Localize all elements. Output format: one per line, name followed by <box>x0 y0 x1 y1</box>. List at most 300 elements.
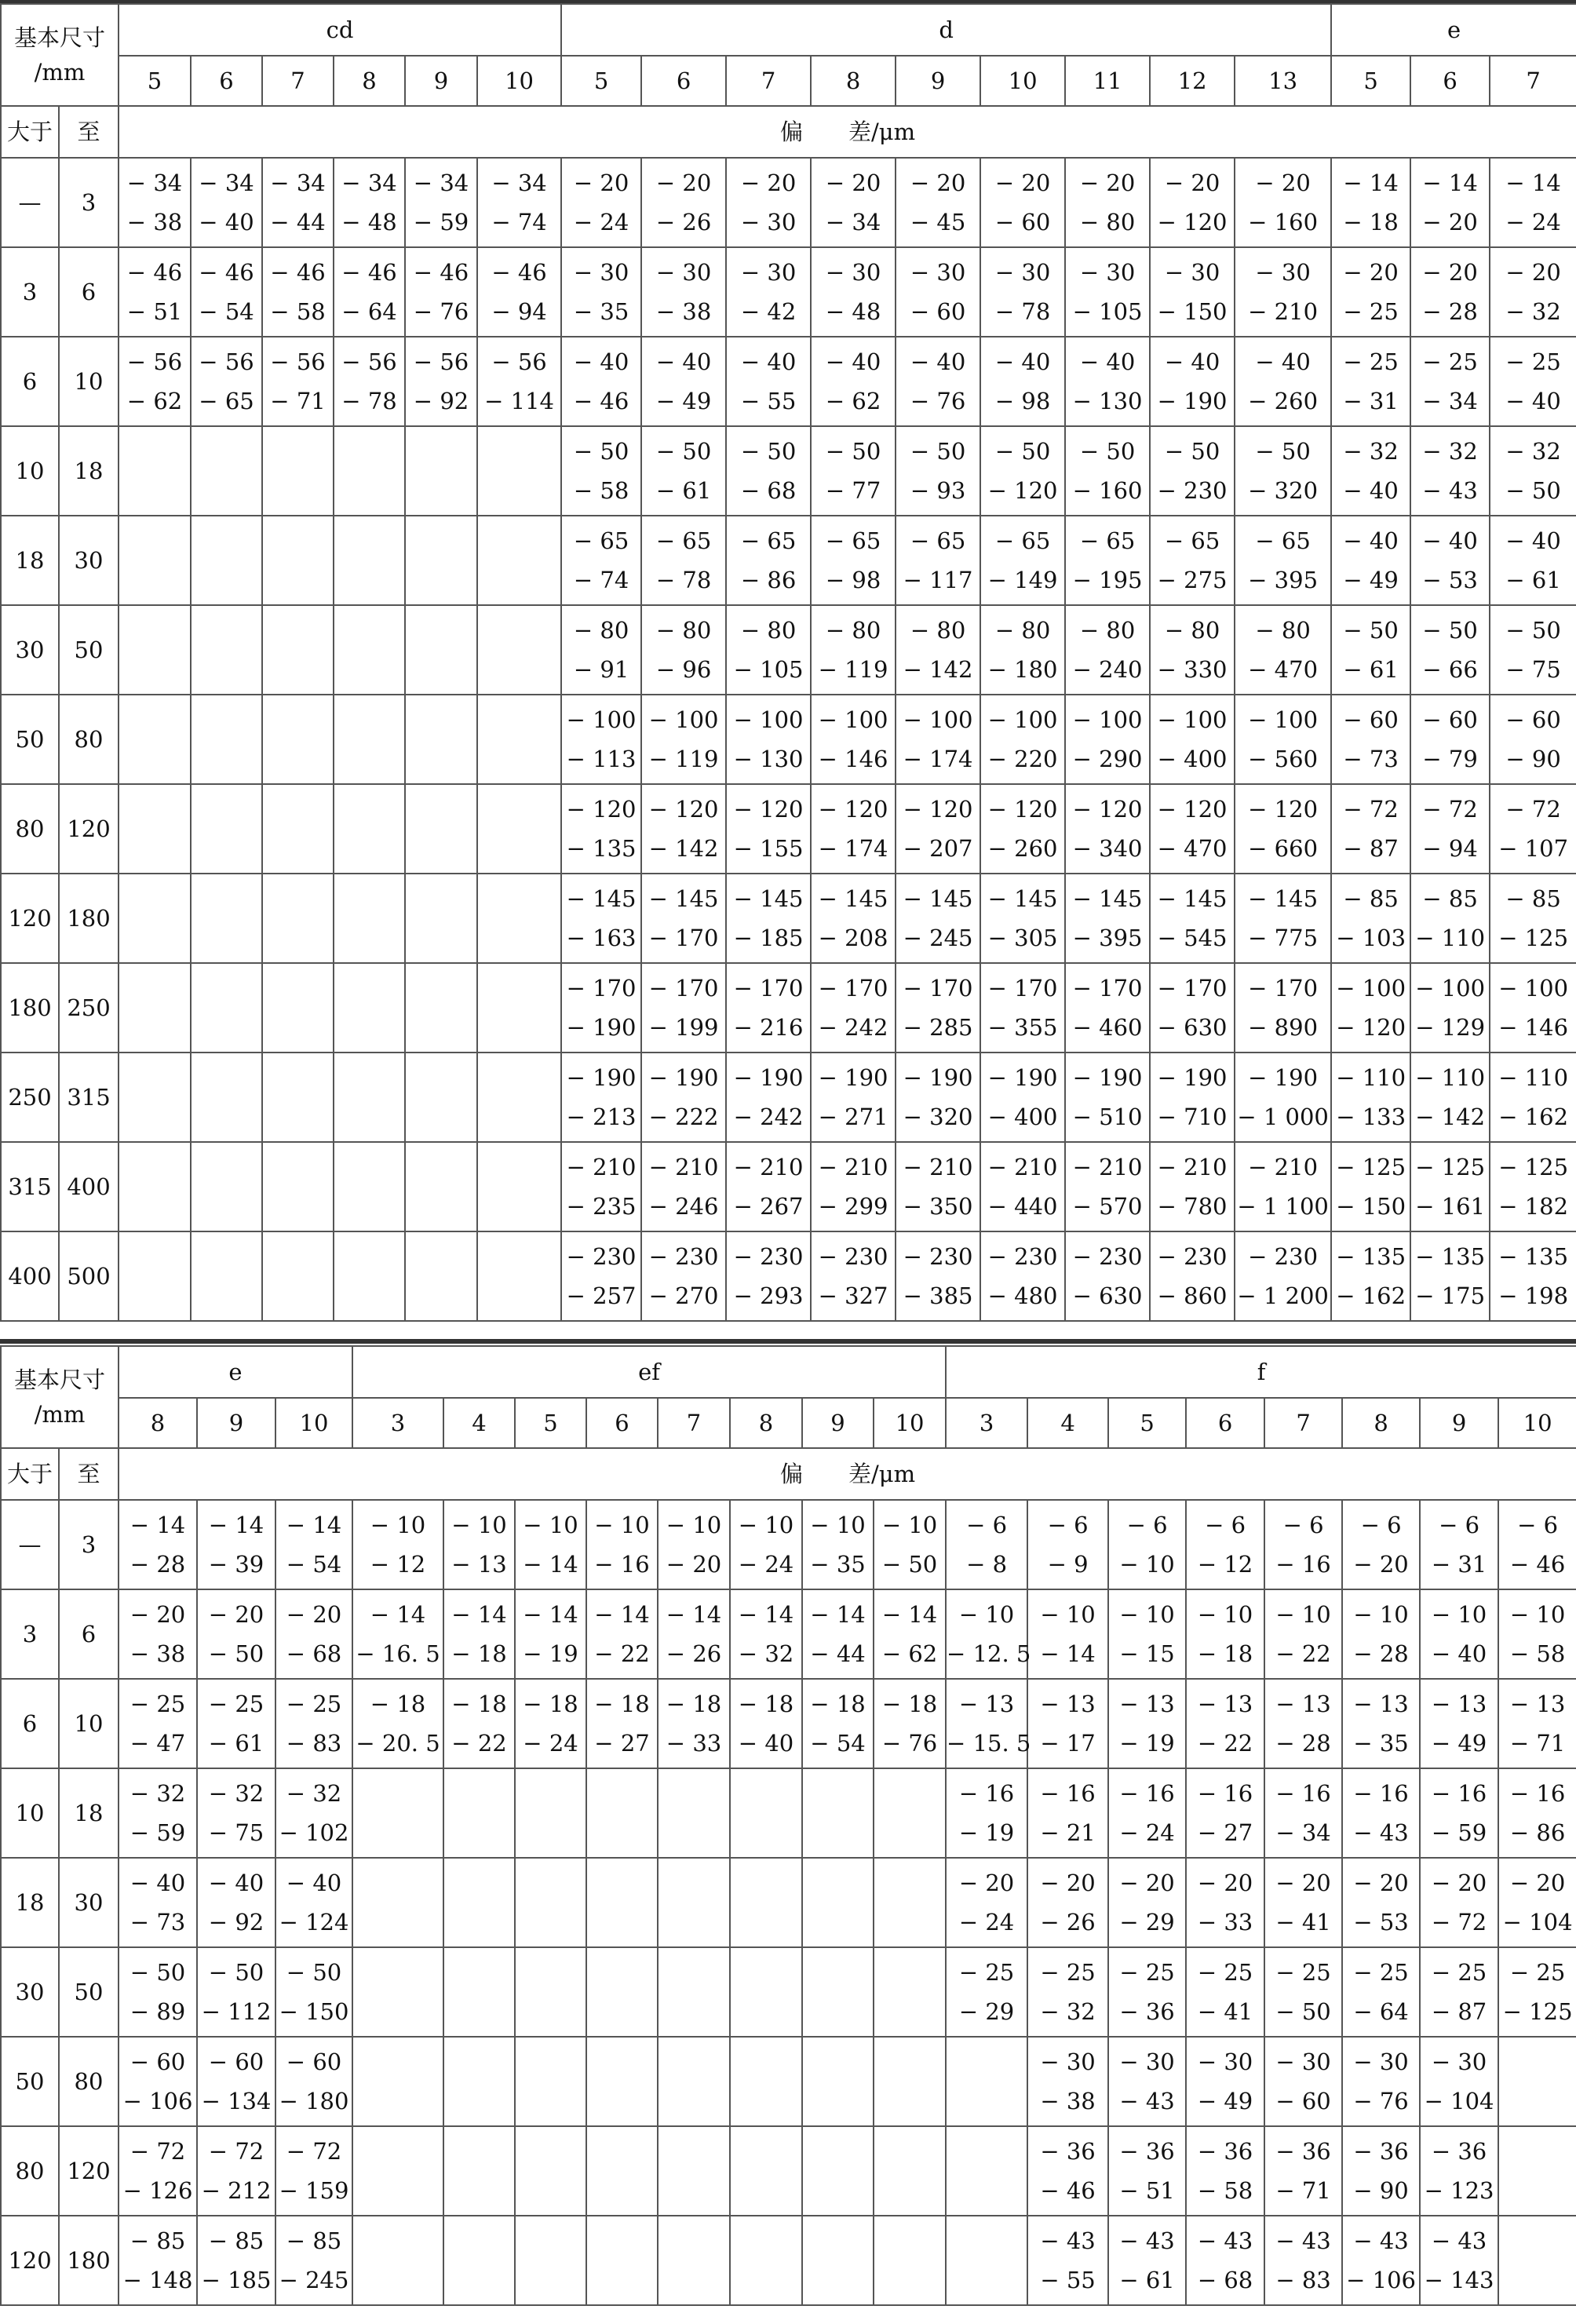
upper-deviation: − 46 <box>413 259 469 286</box>
lower-deviation: − 76 <box>1353 2088 1409 2114</box>
grade-d-13: 13 <box>1235 56 1331 106</box>
upper-deviation: − 32 <box>1422 438 1478 465</box>
deviation-cell <box>334 695 405 784</box>
deviation-cell <box>896 337 980 426</box>
upper-deviation: − 50 <box>1164 438 1220 465</box>
table-row <box>1 605 1576 695</box>
deviation-cell <box>658 1500 730 1589</box>
deviation-cell <box>874 2037 946 2126</box>
deviation-cell <box>262 1142 334 1231</box>
lower-deviation: − 146 <box>1498 1014 1569 1041</box>
deviation-cell <box>191 516 262 605</box>
deviation-cell <box>275 1768 352 1858</box>
lower-deviation: − 75 <box>1505 656 1561 683</box>
deviation-cell <box>119 2037 197 2126</box>
upper-deviation: − 100 <box>818 706 888 733</box>
grade-f-10: 10 <box>1498 1398 1576 1448</box>
upper-deviation: − 10 <box>666 1512 722 1538</box>
upper-deviation: − 100 <box>733 706 804 733</box>
lower-deviation: − 43 <box>1119 2088 1175 2114</box>
deviation-cell <box>946 2037 1027 2126</box>
deviation-cell <box>1150 695 1235 784</box>
deviation-cell <box>1108 1768 1186 1858</box>
deviation-cell <box>1331 158 1410 247</box>
upper-deviation: − 80 <box>655 617 712 644</box>
deviation-cell <box>1490 426 1576 516</box>
table-row <box>1 1679 1576 1768</box>
deviation-cell <box>443 1500 515 1589</box>
grade-ef-5: 5 <box>515 1398 586 1448</box>
lower-deviation: − 28 <box>1353 1640 1409 1667</box>
grade-cd-9: 9 <box>405 56 477 106</box>
upper-deviation: − 125 <box>1336 1154 1406 1180</box>
deviation-cell <box>561 426 641 516</box>
upper-deviation: − 120 <box>1157 796 1228 823</box>
lower-deviation: − 162 <box>1336 1282 1406 1309</box>
deviation-cell <box>1150 784 1235 874</box>
upper-deviation: − 56 <box>413 348 469 375</box>
deviation-cell <box>1264 2216 1342 2305</box>
deviation-cell <box>352 2216 443 2305</box>
lower-deviation: − 16 <box>594 1551 650 1578</box>
size-from: 10 <box>1 1768 59 1858</box>
upper-deviation: − 34 <box>413 170 469 196</box>
deviation-cell <box>119 784 191 874</box>
deviation-cell <box>658 2037 730 2126</box>
grade-ef-10: 10 <box>874 1398 946 1448</box>
upper-deviation: − 14 <box>523 1601 578 1628</box>
lower-deviation: − 212 <box>201 2177 272 2204</box>
lower-deviation: − 22 <box>451 1730 507 1757</box>
lower-deviation: − 28 <box>1422 298 1478 325</box>
lower-deviation: − 180 <box>279 2088 349 2114</box>
deviation-cell <box>896 158 980 247</box>
upper-deviation: − 30 <box>1119 2049 1175 2075</box>
deviation-cell <box>1331 516 1410 605</box>
lower-deviation: − 119 <box>818 656 888 683</box>
lower-deviation: − 27 <box>594 1730 650 1757</box>
table-separator <box>0 1339 1576 1344</box>
deviation-cell <box>980 784 1065 874</box>
deviation-cell <box>1498 1679 1576 1768</box>
upper-deviation: − 50 <box>655 438 712 465</box>
lower-deviation: − 1 100 <box>1237 1193 1329 1220</box>
deviation-cell <box>726 337 811 426</box>
lower-deviation: − 8 <box>966 1551 1008 1578</box>
deviation-cell <box>811 874 896 963</box>
lower-deviation: − 216 <box>733 1014 804 1041</box>
deviation-cell <box>119 605 191 695</box>
lower-deviation: − 31 <box>1343 388 1399 414</box>
lower-deviation: − 12 <box>370 1551 426 1578</box>
size-to: 250 <box>59 963 119 1053</box>
deviation-cell <box>1186 2037 1264 2126</box>
deviation-cell <box>443 1947 515 2037</box>
deviation-cell <box>197 1768 275 1858</box>
lower-deviation: − 24 <box>958 1909 1015 1935</box>
lower-deviation: − 68 <box>286 1640 342 1667</box>
lower-deviation: − 91 <box>573 656 629 683</box>
upper-deviation: − 80 <box>1079 617 1136 644</box>
deviation-cell <box>1490 963 1576 1053</box>
lower-deviation: − 60 <box>910 298 966 325</box>
unit-label: /mm <box>34 1401 86 1428</box>
upper-deviation: − 30 <box>825 259 881 286</box>
size-to: 10 <box>59 337 119 426</box>
lower-deviation: − 58 <box>1509 1640 1566 1667</box>
grade-cd-7: 7 <box>262 56 334 106</box>
deviation-cell <box>1150 337 1235 426</box>
deviation-cell <box>896 784 980 874</box>
upper-deviation: − 30 <box>573 259 629 286</box>
lower-deviation: − 560 <box>1248 746 1319 772</box>
deviation-cell <box>1342 2126 1420 2216</box>
lower-deviation: − 47 <box>130 1730 186 1757</box>
deviation-cell <box>1065 426 1150 516</box>
upper-deviation: − 16 <box>1275 1780 1331 1807</box>
table-row <box>1 2037 1576 2126</box>
lower-deviation: − 163 <box>566 925 637 951</box>
upper-deviation: − 30 <box>1079 259 1136 286</box>
lower-deviation: − 40 <box>1505 388 1561 414</box>
upper-deviation: − 80 <box>740 617 797 644</box>
lower-deviation: − 33 <box>666 1730 722 1757</box>
deviation-cell <box>811 695 896 784</box>
upper-deviation: − 100 <box>1072 706 1143 733</box>
upper-deviation: − 100 <box>903 706 973 733</box>
deviation-cell <box>405 516 477 605</box>
grade-f-9: 9 <box>1420 1398 1498 1448</box>
upper-deviation: − 10 <box>738 1512 794 1538</box>
lower-deviation: − 126 <box>122 2177 193 2204</box>
lower-deviation: − 208 <box>818 925 888 951</box>
deviation-cell <box>1235 784 1331 874</box>
deviation-cell <box>730 1768 802 1858</box>
lower-deviation: − 240 <box>1072 656 1143 683</box>
lower-deviation: − 267 <box>733 1193 804 1220</box>
deviation-cell <box>1498 1858 1576 1947</box>
upper-deviation: − 34 <box>270 170 326 196</box>
basic-size-header <box>1 1346 119 1448</box>
deviation-cell <box>980 695 1065 784</box>
deviation-cell <box>275 1679 352 1768</box>
lower-deviation: − 106 <box>122 2088 193 2114</box>
header-row-grades <box>1 56 1576 106</box>
lower-deviation: − 46 <box>573 388 629 414</box>
upper-deviation: − 30 <box>1164 259 1220 286</box>
lower-deviation: − 66 <box>1422 656 1478 683</box>
table-row <box>1 1500 1576 1589</box>
upper-deviation: − 60 <box>1422 706 1478 733</box>
upper-deviation: − 10 <box>881 1512 938 1538</box>
upper-deviation: − 100 <box>648 706 719 733</box>
upper-deviation: − 10 <box>1275 1601 1331 1628</box>
size-from: 120 <box>1 874 59 963</box>
lower-deviation: − 46 <box>1509 1551 1566 1578</box>
lower-deviation: − 220 <box>987 746 1058 772</box>
deviation-cell <box>477 1053 561 1142</box>
lower-deviation: − 76 <box>881 1730 938 1757</box>
lower-deviation: − 93 <box>910 477 966 504</box>
deviation-cell <box>586 1679 658 1768</box>
upper-deviation: − 65 <box>994 527 1051 554</box>
lower-deviation: − 35 <box>1353 1730 1409 1757</box>
lower-deviation: − 96 <box>655 656 712 683</box>
lower-deviation: − 159 <box>279 2177 349 2204</box>
deviation-cell <box>1027 2216 1108 2305</box>
size-from: 400 <box>1 1231 59 1321</box>
upper-deviation: − 20 <box>825 170 881 196</box>
upper-deviation: − 25 <box>1505 348 1561 375</box>
upper-deviation: − 72 <box>130 2138 186 2165</box>
upper-deviation: − 50 <box>1343 617 1399 644</box>
lower-deviation: − 13 <box>451 1551 507 1578</box>
upper-deviation: − 230 <box>648 1243 719 1270</box>
upper-deviation: − 20 <box>1197 1870 1253 1896</box>
lower-deviation: − 114 <box>484 388 554 414</box>
upper-deviation: − 170 <box>1157 975 1228 1001</box>
table-row <box>1 337 1576 426</box>
deviation-cell <box>405 963 477 1053</box>
grade-ef-9: 9 <box>802 1398 874 1448</box>
deviation-cell <box>1027 1768 1108 1858</box>
upper-deviation: − 30 <box>994 259 1051 286</box>
deviation-cell <box>197 1947 275 2037</box>
lower-deviation: − 120 <box>1157 209 1228 235</box>
lower-deviation: − 180 <box>987 656 1058 683</box>
lower-deviation: − 15 <box>1119 1640 1175 1667</box>
upper-deviation: − 20 <box>740 170 797 196</box>
deviation-cell <box>726 1053 811 1142</box>
lower-deviation: − 20. 5 <box>356 1730 440 1757</box>
lower-deviation: − 42 <box>740 298 797 325</box>
upper-deviation: − 190 <box>987 1064 1058 1091</box>
deviation-cell <box>1235 1142 1331 1231</box>
size-to: 18 <box>59 1768 119 1858</box>
lower-deviation: − 125 <box>1502 1998 1573 2025</box>
upper-deviation: − 120 <box>648 796 719 823</box>
lower-deviation: − 49 <box>1197 2088 1253 2114</box>
upper-deviation: − 40 <box>825 348 881 375</box>
size-from: — <box>1 158 59 247</box>
table-row <box>1 2126 1576 2216</box>
deviation-cell <box>1108 1858 1186 1947</box>
lower-deviation: − 45 <box>910 209 966 235</box>
deviation-cell <box>1490 1053 1576 1142</box>
upper-deviation: − 190 <box>1248 1064 1319 1091</box>
upper-deviation: − 25 <box>1040 1959 1096 1986</box>
size-from: 18 <box>1 1858 59 1947</box>
over-label: 大于 <box>1 106 59 158</box>
lower-deviation: − 175 <box>1415 1282 1486 1309</box>
deviation-cell <box>1498 1947 1576 2037</box>
upper-deviation: − 40 <box>130 1870 186 1896</box>
upper-deviation: − 210 <box>566 1154 637 1180</box>
upper-deviation: − 50 <box>573 438 629 465</box>
lower-deviation: − 9 <box>1047 1551 1089 1578</box>
upper-deviation: − 120 <box>1248 796 1319 823</box>
deviation-cell <box>1342 1947 1420 2037</box>
upper-deviation: − 14 <box>286 1512 342 1538</box>
upper-deviation: − 18 <box>370 1691 426 1717</box>
deviation-cell <box>1410 784 1490 874</box>
upper-deviation: − 20 <box>655 170 712 196</box>
deviation-cell <box>561 963 641 1053</box>
deviation-cell <box>1235 426 1331 516</box>
upper-deviation: − 85 <box>130 2227 186 2254</box>
upper-deviation: − 25 <box>208 1691 264 1717</box>
deviation-cell <box>1186 1768 1264 1858</box>
deviation-cell <box>1420 2126 1498 2216</box>
deviation-cell <box>1235 695 1331 784</box>
table-row <box>1 516 1576 605</box>
deviation-cell <box>443 2216 515 2305</box>
deviation-cell <box>1150 874 1235 963</box>
deviation-cell <box>586 2037 658 2126</box>
upper-deviation: − 14 <box>881 1601 938 1628</box>
upper-deviation: − 25 <box>1119 1959 1175 1986</box>
lower-deviation: − 55 <box>740 388 797 414</box>
lower-deviation: − 293 <box>733 1282 804 1309</box>
lower-deviation: − 320 <box>903 1104 973 1130</box>
lower-deviation: − 30 <box>740 209 797 235</box>
lower-deviation: − 195 <box>1072 567 1143 593</box>
lower-deviation: − 61 <box>1119 2267 1175 2293</box>
header-row-range <box>1 1448 1576 1500</box>
deviation-cell <box>561 784 641 874</box>
deviation-cell <box>1410 695 1490 784</box>
deviation-cell <box>561 337 641 426</box>
deviation-cell <box>515 2037 586 2126</box>
deviation-cell <box>1027 1947 1108 2037</box>
upper-deviation: − 100 <box>1248 706 1319 733</box>
table-row <box>1 1053 1576 1142</box>
lower-deviation: − 43 <box>1353 1819 1409 1846</box>
upper-deviation: − 100 <box>987 706 1058 733</box>
lower-deviation: − 125 <box>1498 925 1569 951</box>
upper-deviation: − 20 <box>208 1601 264 1628</box>
deviation-cell <box>119 1768 197 1858</box>
deviation-cell <box>874 1858 946 1947</box>
deviation-cell <box>874 1589 946 1679</box>
lower-deviation: − 40 <box>1431 1640 1487 1667</box>
upper-deviation: − 20 <box>1164 170 1220 196</box>
lower-deviation: − 1 000 <box>1237 1104 1329 1130</box>
deviation-cell <box>641 1053 726 1142</box>
upper-deviation: − 170 <box>648 975 719 1001</box>
upper-deviation: − 100 <box>1157 706 1228 733</box>
lower-deviation: − 230 <box>1157 477 1228 504</box>
upper-deviation: − 18 <box>523 1691 578 1717</box>
deviation-cell <box>1150 1231 1235 1321</box>
deviation-cell <box>1065 158 1150 247</box>
deviation-cell <box>334 963 405 1053</box>
deviation-cell <box>1342 1858 1420 1947</box>
deviation-cell <box>119 1142 191 1231</box>
lower-deviation: − 62 <box>825 388 881 414</box>
upper-deviation: − 40 <box>573 348 629 375</box>
lower-deviation: − 22 <box>1275 1640 1331 1667</box>
size-to: 18 <box>59 426 119 516</box>
upper-deviation: − 190 <box>648 1064 719 1091</box>
deviation-cell <box>586 1589 658 1679</box>
lower-deviation: − 19 <box>1119 1730 1175 1757</box>
size-from: 3 <box>1 247 59 337</box>
size-to: 80 <box>59 2037 119 2126</box>
deviation-cell <box>811 1231 896 1321</box>
size-to: 3 <box>59 1500 119 1589</box>
deviation-cell <box>1264 2126 1342 2216</box>
lower-deviation: − 80 <box>1079 209 1136 235</box>
deviation-cell <box>658 2126 730 2216</box>
lower-deviation: − 68 <box>1197 2267 1253 2293</box>
lower-deviation: − 24 <box>1119 1819 1175 1846</box>
lower-deviation: − 320 <box>1248 477 1319 504</box>
upper-deviation: − 65 <box>740 527 797 554</box>
lower-deviation: − 29 <box>1119 1909 1175 1935</box>
upper-deviation: − 34 <box>491 170 547 196</box>
deviation-cell <box>119 695 191 784</box>
upper-deviation: − 20 <box>1119 1870 1175 1896</box>
deviation-cell <box>730 1858 802 1947</box>
upper-deviation: − 6 <box>1517 1512 1559 1538</box>
size-from: 315 <box>1 1142 59 1231</box>
upper-deviation: − 50 <box>130 1959 186 1986</box>
upper-deviation: − 32 <box>130 1780 186 1807</box>
deviation-cell <box>730 2037 802 2126</box>
deviation-cell <box>1264 1500 1342 1589</box>
upper-deviation: − 170 <box>903 975 973 1001</box>
upper-deviation: − 80 <box>1164 617 1220 644</box>
deviation-cell <box>1498 2126 1576 2216</box>
deviation-cell <box>1235 247 1331 337</box>
upper-deviation: − 10 <box>1119 1601 1175 1628</box>
deviation-cell <box>1490 516 1576 605</box>
lower-deviation: − 142 <box>1415 1104 1486 1130</box>
deviation-cell <box>443 2037 515 2126</box>
deviation-cell <box>352 1947 443 2037</box>
table-row <box>1 1858 1576 1947</box>
lower-deviation: − 98 <box>994 388 1051 414</box>
deviation-cell <box>275 1858 352 1947</box>
deviation-cell <box>405 426 477 516</box>
lower-deviation: − 61 <box>655 477 712 504</box>
lower-deviation: − 142 <box>903 656 973 683</box>
upper-deviation: − 25 <box>1343 348 1399 375</box>
upper-deviation: − 110 <box>1336 1064 1406 1091</box>
deviation-cell <box>1490 695 1576 784</box>
deviation-cell <box>980 426 1065 516</box>
lower-deviation: − 34 <box>1275 1819 1331 1846</box>
upper-deviation: − 6 <box>1205 1512 1246 1538</box>
upper-deviation: − 14 <box>451 1601 507 1628</box>
lower-deviation: − 92 <box>208 1909 264 1935</box>
deviation-cell <box>946 1679 1031 1768</box>
deviation-cell <box>1490 247 1576 337</box>
deviation-cell <box>119 1589 197 1679</box>
upper-deviation: − 190 <box>1157 1064 1228 1091</box>
deviation-cell <box>586 1768 658 1858</box>
lower-deviation: − 17 <box>1040 1730 1096 1757</box>
deviation-cell <box>586 1500 658 1589</box>
upper-deviation: − 135 <box>1415 1243 1486 1270</box>
deviation-cell <box>262 1231 334 1321</box>
upper-deviation: − 32 <box>286 1780 342 1807</box>
upper-deviation: − 16 <box>1119 1780 1175 1807</box>
lower-deviation: − 24 <box>738 1551 794 1578</box>
upper-deviation: − 10 <box>1353 1601 1409 1628</box>
deviation-cell <box>1235 874 1331 963</box>
